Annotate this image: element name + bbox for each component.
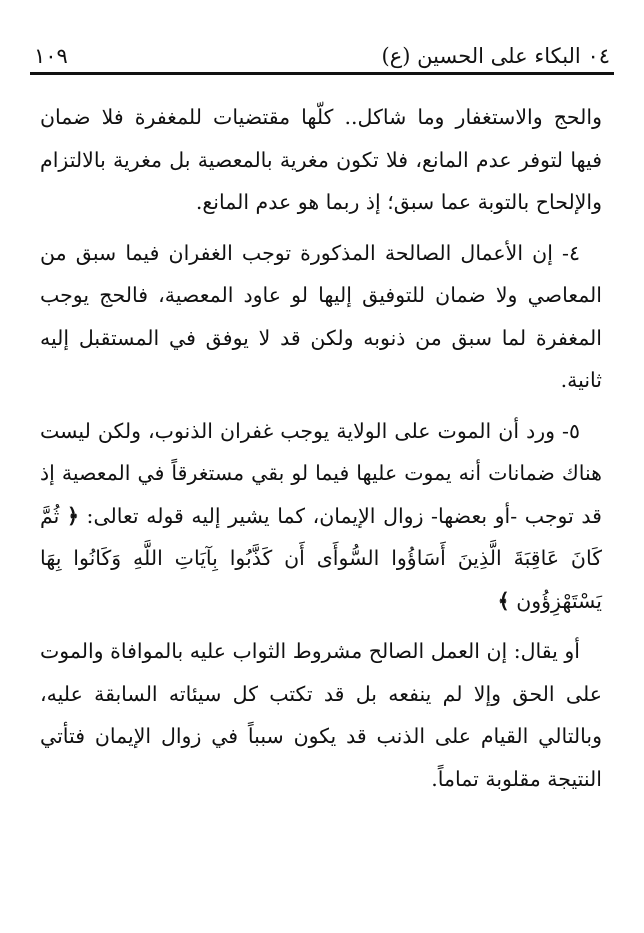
paragraph-text: ٤- إن الأعمال الصالحة المذكورة توجب الغفران فيما سبق من المعاصي ولا ضمان للتوفيق إليها لو عاود المعصية، فالحج يوجب المغفرة لما سبق من ذنوبه ولكن قد لا يوفق في المستقبل إليه ثانية. bbox=[40, 240, 602, 392]
quran-close-bracket: ﴾ bbox=[497, 588, 510, 613]
paragraph-text: أو يقال: إن العمل الصالح مشروط الثواب عليه بالموافاة والموت على الحق وإلا لم ينفعه بل قد تكتب كل سيئاته السابقة عليه، وبالتالي القيام على الذنب قد يكون سبباً في زوال الإيمان فتأتي النتيجة مقلوبة تماماً. bbox=[40, 639, 602, 791]
running-header-title: ٠٤ البكاء على الحسين (ع) bbox=[381, 44, 610, 68]
body-text bbox=[40, 96, 602, 800]
header-rule bbox=[30, 72, 614, 75]
page-number: ١٠٩ bbox=[34, 44, 68, 68]
paragraph-point-4 bbox=[40, 232, 602, 402]
paragraph-point-5 bbox=[40, 410, 602, 623]
paragraph-text: والحج والاستغفار وما شاكل.. كلّها مقتضيات للمغفرة فلا ضمان فيها لتوفر عدم المانع، فلا تكون مغرية بالمعصية بل مغرية بالالتزام والإلحاح بالتوبة عما سبق؛ إذ ربما هو عدم المانع. bbox=[40, 105, 602, 214]
quran-open-bracket: ﴿ bbox=[66, 503, 79, 528]
paragraph-continuation bbox=[40, 96, 602, 224]
running-header bbox=[34, 28, 610, 68]
paragraph-alternative bbox=[40, 630, 602, 800]
quran-verse: ثُمَّ كَانَ عَاقِبَةَ الَّذِينَ أَسَاؤُوا السُّوأَى أَن كَذَّبُوا بِآيَاتِ اللَّهِ وَكَانُوا بِهَا يَسْتَهْزِؤُون bbox=[40, 503, 602, 613]
paragraph-text: ٥- ورد أن الموت على الولاية يوجب غفران الذنوب، ولكن ليست هناك ضمانات أنه يموت عليها فيما لو بقي مستغرقاً في المعصية إذ قد توجب -أو بعضها- زوال الإيمان، كما يشير إليه قوله تعالى: bbox=[40, 418, 602, 528]
